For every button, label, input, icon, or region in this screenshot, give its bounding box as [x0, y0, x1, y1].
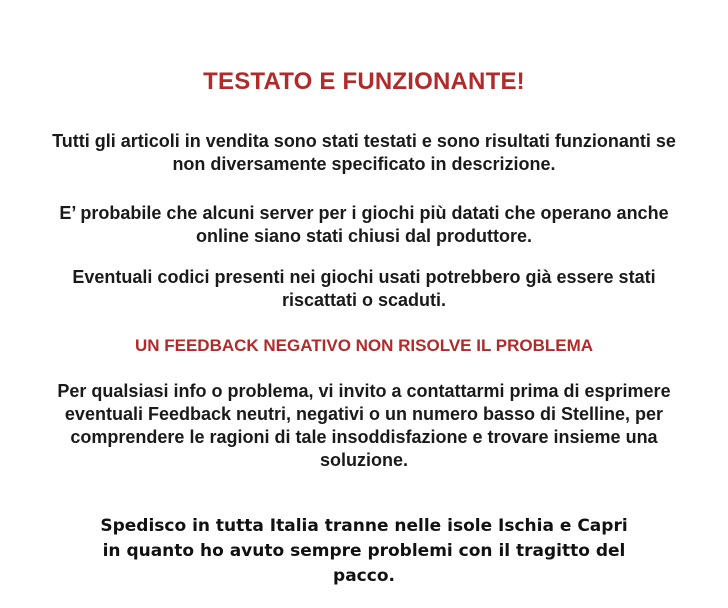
feedback-warning: UN FEEDBACK NEGATIVO NON RISOLVE IL PROBLEMA — [134, 336, 594, 355]
contact-paragraph: Per qualsiasi info o problema, vi invito a contattarmi prima di esprimere eventuali Feedback neutri, negativi o un numero basso di Stelline, per comprendere le ragioni di tale insoddisfazione e trovare insieme una soluzione. — [57, 381, 671, 470]
servers-paragraph: E’ probabile che alcuni server per i giochi più datati che operano anche online siano stati chiusi dal produttore. — [59, 203, 669, 246]
shipping-paragraph: Spedisco in tutta Italia tranne nelle isole Ischia e Capri in quanto ho avuto sempre problemi con il tragitto del pacco. — [100, 516, 628, 586]
tested-paragraph: Tutti gli articoli in vendita sono stati testati e sono risultati funzionanti se non diversamente specificato in descrizione. — [52, 131, 676, 174]
codes-paragraph: Eventuali codici presenti nei giochi usati potrebbero già essere stati riscattati o scaduti. — [72, 267, 656, 310]
page-title: TESTATO E FUNZIONANTE! — [203, 68, 525, 95]
